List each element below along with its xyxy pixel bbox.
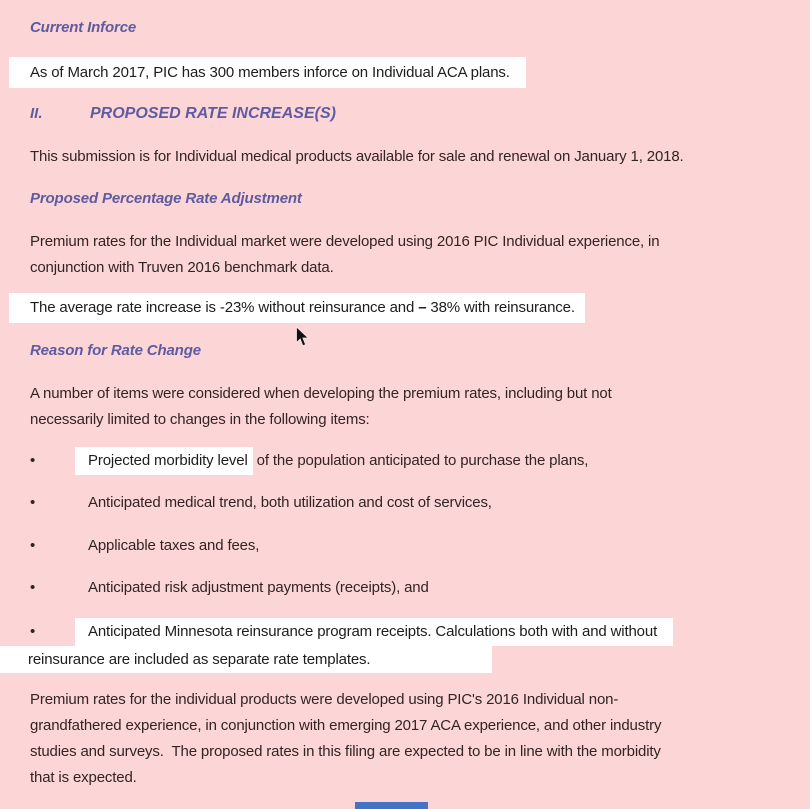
premium-paragraph-line2: conjunction with Truven 2016 benchmark data. xyxy=(30,259,334,276)
heading-reason-for-rate-change: Reason for Rate Change xyxy=(30,342,201,359)
bullet-marker: • xyxy=(30,452,36,469)
heading-proposed-pct-adjustment: Proposed Percentage Rate Adjustment xyxy=(30,190,302,207)
highlighted-reinsurance-line2: reinsurance are included as separate rate templates. xyxy=(0,646,492,673)
closing-paragraph-line1: Premium rates for the individual products were developed using PIC's 2016 Individual non- xyxy=(30,691,619,708)
bullet-risk-adjustment-text: Anticipated risk adjustment payments (receipts), and xyxy=(88,579,429,596)
section-heading-row xyxy=(0,101,810,127)
bullet-medical-trend-text: Anticipated medical trend, both utilization and cost of services, xyxy=(88,494,492,511)
items-intro-line2: necessarily limited to changes in the following items: xyxy=(30,411,370,428)
heading-current-inforce: Current Inforce xyxy=(30,19,137,36)
closing-paragraph-line2: grandfathered experience, in conjunction with emerging 2017 ACA experience, and other industry xyxy=(30,717,662,734)
bullet-marker: • xyxy=(30,623,36,640)
bullet-morbidity-text xyxy=(75,447,588,475)
section-number: II. xyxy=(30,105,43,122)
bullet-reinsurance-line1 xyxy=(75,618,673,646)
rate-increase-post: 38% with reinsurance. xyxy=(426,299,575,316)
bullet-item-medical-trend xyxy=(0,489,810,517)
section-title: PROPOSED RATE INCREASE(S) xyxy=(90,105,336,122)
partial-bottom-element[interactable] xyxy=(355,802,428,809)
bullet-taxes-fees-text: Applicable taxes and fees, xyxy=(88,537,260,554)
mouse-cursor-icon xyxy=(295,326,310,348)
closing-paragraph-line4: that is expected. xyxy=(30,769,137,786)
bullet-item-reinsurance xyxy=(0,618,810,646)
bullet-marker: • xyxy=(30,579,36,596)
bullet-item-morbidity xyxy=(0,447,810,475)
rate-increase-pre: The average rate increase is -23% without reinsurance and xyxy=(30,299,419,316)
highlighted-rate-increase-line xyxy=(9,293,585,323)
highlighted-inforce-line: As of March 2017, PIC has 300 members inforce on Individual ACA plans. xyxy=(9,57,526,88)
highlighted-projected-morbidity: Projected morbidity level xyxy=(75,447,253,475)
bullet-marker: • xyxy=(30,537,36,554)
bullet-morbidity-rest: of the population anticipated to purchase the plans, xyxy=(252,452,589,469)
items-intro-line1: A number of items were considered when developing the premium rates, including but not xyxy=(30,385,612,402)
bullet-item-taxes-fees xyxy=(0,532,810,560)
submission-line: This submission is for Individual medical products available for sale and renewal on January 1, 2018. xyxy=(30,148,684,165)
rate-increase-dash: – xyxy=(418,299,427,316)
highlighted-reinsurance-line1: Anticipated Minnesota reinsurance program receipts. Calculations both with and without xyxy=(75,618,673,646)
premium-paragraph-line1: Premium rates for the Individual market were developed using 2016 PIC Individual experience, in xyxy=(30,233,660,250)
bullet-marker: • xyxy=(30,494,36,511)
bullet-item-risk-adjustment xyxy=(0,574,810,602)
closing-paragraph-line3: studies and surveys. The proposed rates in this filing are expected to be in line with the morbidity xyxy=(30,743,661,760)
